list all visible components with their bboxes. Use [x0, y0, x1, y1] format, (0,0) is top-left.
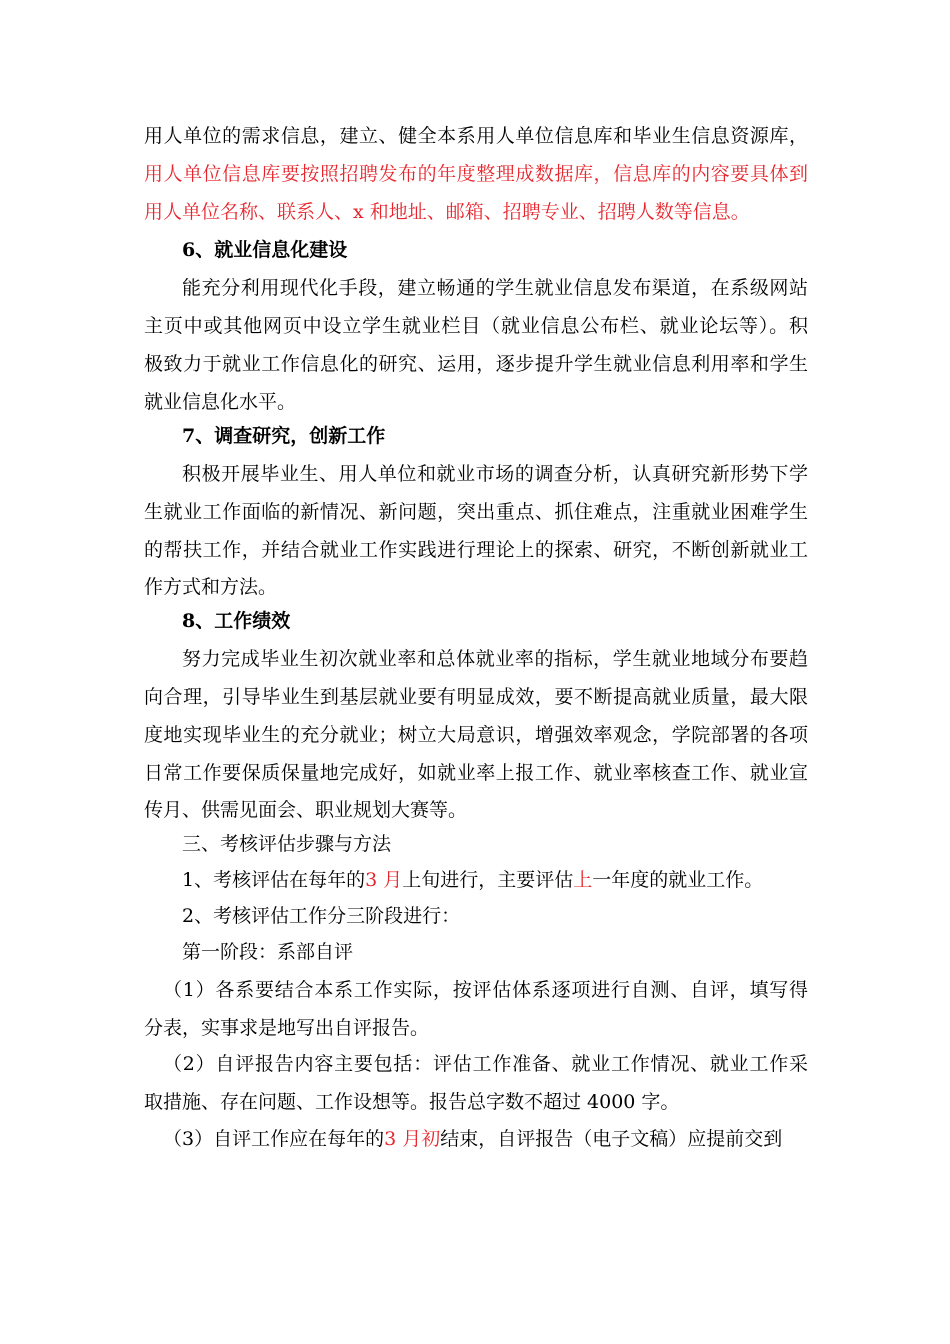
list-item	[182, 862, 808, 899]
paragraph-line: 积极开展毕业生、用人单位和就业市场的调查分析，认真研究新形势下学	[182, 463, 808, 485]
paragraph-line: 主页中或其他网页中设立学生就业栏目（就业信息公布栏、就业论坛等）。积	[144, 315, 808, 337]
section-heading: 7、调查研究，创新工作	[182, 425, 386, 447]
list-item: 2、考核评估工作分三阶段进行：	[182, 905, 461, 927]
list-item-text: 1、考核评估在每年的	[182, 869, 366, 891]
paragraph-line: 传月、供需见面会、职业规划大赛等。	[144, 799, 468, 821]
paragraph-line: 分表，实事求是地写出自评报告。	[144, 1017, 430, 1039]
highlighted-text: 3 月初	[384, 1128, 441, 1150]
paragraph-line: 的帮扶工作，并结合就业工作实践进行理论上的探索、研究，不断创新就业工	[144, 539, 808, 561]
highlighted-line: 用人单位名称、联系人、x 和地址、邮箱、招聘专业、招聘人数等信息。	[144, 201, 750, 223]
stage-title: 第一阶段：系部自评	[182, 941, 354, 963]
list-item-text: 一年度的就业工作。	[592, 869, 764, 891]
paragraph-text: （3）自评工作应在每年的	[163, 1128, 385, 1150]
paragraph-line	[163, 1121, 808, 1158]
section-heading: 三、考核评估步骤与方法	[182, 833, 392, 855]
paragraph-line: 度地实现毕业生的充分就业；树立大局意识，增强效率观念，学院部署的各项	[144, 724, 808, 746]
section-heading: 6、就业信息化建设	[182, 239, 348, 261]
paragraph-line: 作方式和方法。	[144, 576, 278, 598]
paragraph-line: 就业信息化水平。	[144, 391, 297, 413]
paragraph-line: 向合理，引导毕业生到基层就业要有明显成效，要不断提高就业质量，最大限	[144, 686, 808, 708]
section-heading: 8、工作绩效	[182, 610, 291, 632]
paragraph-line: 极致力于就业工作信息化的研究、运用，逐步提升学生就业信息利用率和学生	[144, 353, 808, 375]
paragraph-line: 用人单位的需求信息，建立、健全本系用人单位信息库和毕业生信息资源库，	[144, 125, 808, 147]
paragraph-line: 日常工作要保质保量地完成好，如就业率上报工作、就业率核查工作、就业宣	[144, 762, 808, 784]
paragraph-line: （1）各系要结合本系工作实际，按评估体系逐项进行自测、自评，填写得	[163, 979, 808, 1001]
paragraph-line: 取措施、存在问题、工作设想等。报告总字数不超过 4000 字。	[144, 1091, 680, 1113]
paragraph-line: 努力完成毕业生初次就业率和总体就业率的指标，学生就业地域分布要趋	[182, 648, 808, 670]
highlighted-text: 上	[573, 869, 593, 891]
paragraph-text: 结束，自评报告（电子文稿）应提前交到	[440, 1128, 783, 1150]
highlighted-line: 用人单位信息库要按照招聘发布的年度整理成数据库，信息库的内容要具体到	[144, 163, 808, 185]
paragraph-line: 生就业工作面临的新情况、新问题，突出重点、抓住难点，注重就业困难学生	[144, 501, 808, 523]
paragraph-line: 能充分利用现代化手段，建立畅通的学生就业信息发布渠道，在系级网站	[182, 277, 808, 299]
paragraph-line: （2）自评报告内容主要包括：评估工作准备、就业工作情况、就业工作采	[163, 1053, 808, 1075]
highlighted-text: 3 月	[365, 869, 403, 891]
list-item-text: 上旬进行，主要评估	[402, 869, 574, 891]
